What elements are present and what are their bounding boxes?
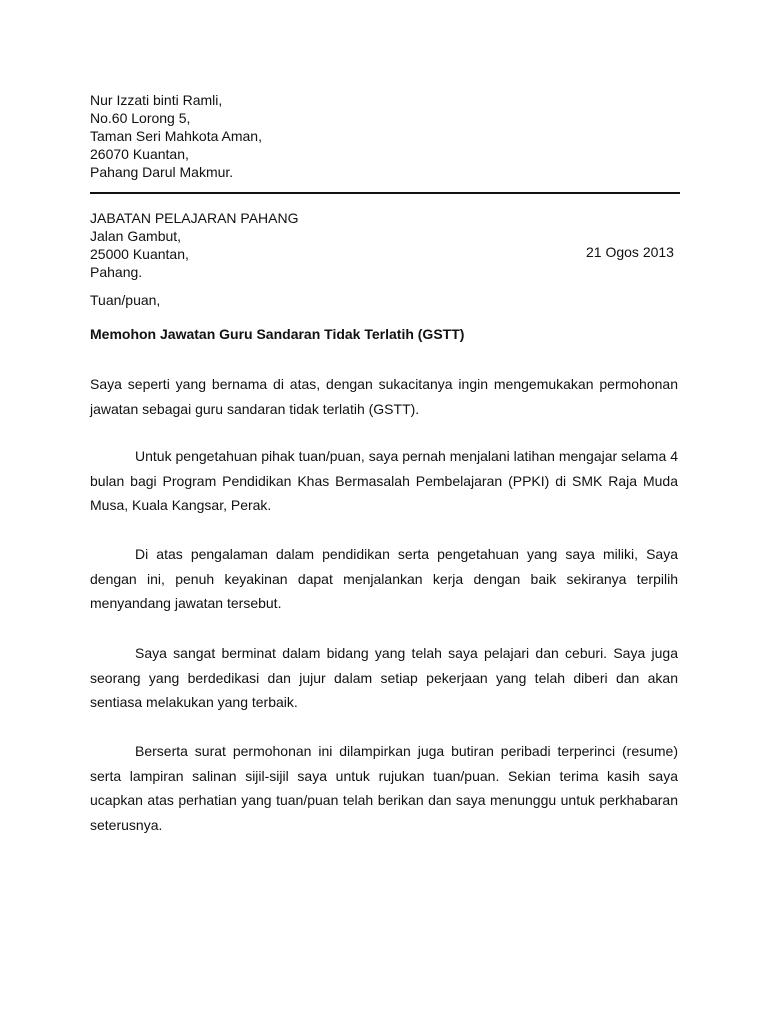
recipient-address bbox=[90, 209, 299, 281]
body-paragraph-4: Saya sangat berminat dalam bidang yang telah saya pelajari dan ceburi. Saya juga seorang yang berdedikasi dan jujur dalam setiap pekerjaan yang telah diberi dan akan sentiasa melakukan yang terbaik. bbox=[90, 645, 678, 710]
letter-subject: Memohon Jawatan Guru Sandaran Tidak Terlatih (GSTT) bbox=[90, 326, 465, 342]
body-paragraph-3: Di atas pengalaman dalam pendidikan serta pengetahuan yang saya miliki, Saya dengan ini, penuh keyakinan dapat menjalankan kerja dengan baik sekiranya terpilih menyandang jawatan tersebut. bbox=[90, 546, 678, 611]
body-paragraph-1: Saya seperti yang bernama di atas, dengan sukacitanya ingin mengemukakan permohonan jawatan sebagai guru sandaran tidak terlatih (GSTT). bbox=[90, 376, 678, 417]
sender-state: Pahang Darul Makmur. bbox=[90, 164, 234, 180]
sender-address bbox=[90, 91, 262, 181]
sender-name: Nur Izzati binti Ramli, bbox=[90, 92, 223, 108]
sender-postcode-city: 26070 Kuantan, bbox=[90, 146, 189, 162]
sender-area: Taman Seri Mahkota Aman, bbox=[90, 128, 262, 144]
sender-street: No.60 Lorong 5, bbox=[90, 110, 191, 126]
header-divider bbox=[90, 192, 680, 194]
recipient-organisation: JABATAN PELAJARAN PAHANG bbox=[90, 210, 299, 226]
recipient-postcode-city: 25000 Kuantan, bbox=[90, 246, 189, 262]
recipient-state: Pahang. bbox=[90, 264, 143, 280]
body-paragraph-5: Berserta surat permohonan ini dilampirkan juga butiran peribadi terperinci (resume) serta lampiran salinan sijil-sijil saya untuk rujukan tuan/puan. Sekian terima kasih saya ucapkan atas perhatian yang tuan/puan telah berikan dan saya menunggu untuk perkhabaran seterusnya. bbox=[90, 743, 678, 833]
recipient-street: Jalan Gambut, bbox=[90, 228, 182, 244]
letter-date: 21 Ogos 2013 bbox=[586, 244, 674, 260]
body-paragraph-2: Untuk pengetahuan pihak tuan/puan, saya pernah menjalani latihan mengajar selama 4 bulan bagi Program Pendidikan Khas Bermasalah Pembelajaran (PPKI) di SMK Raja Muda Musa, Kuala Kangsar, Perak. bbox=[90, 448, 678, 513]
salutation: Tuan/puan, bbox=[90, 292, 161, 308]
